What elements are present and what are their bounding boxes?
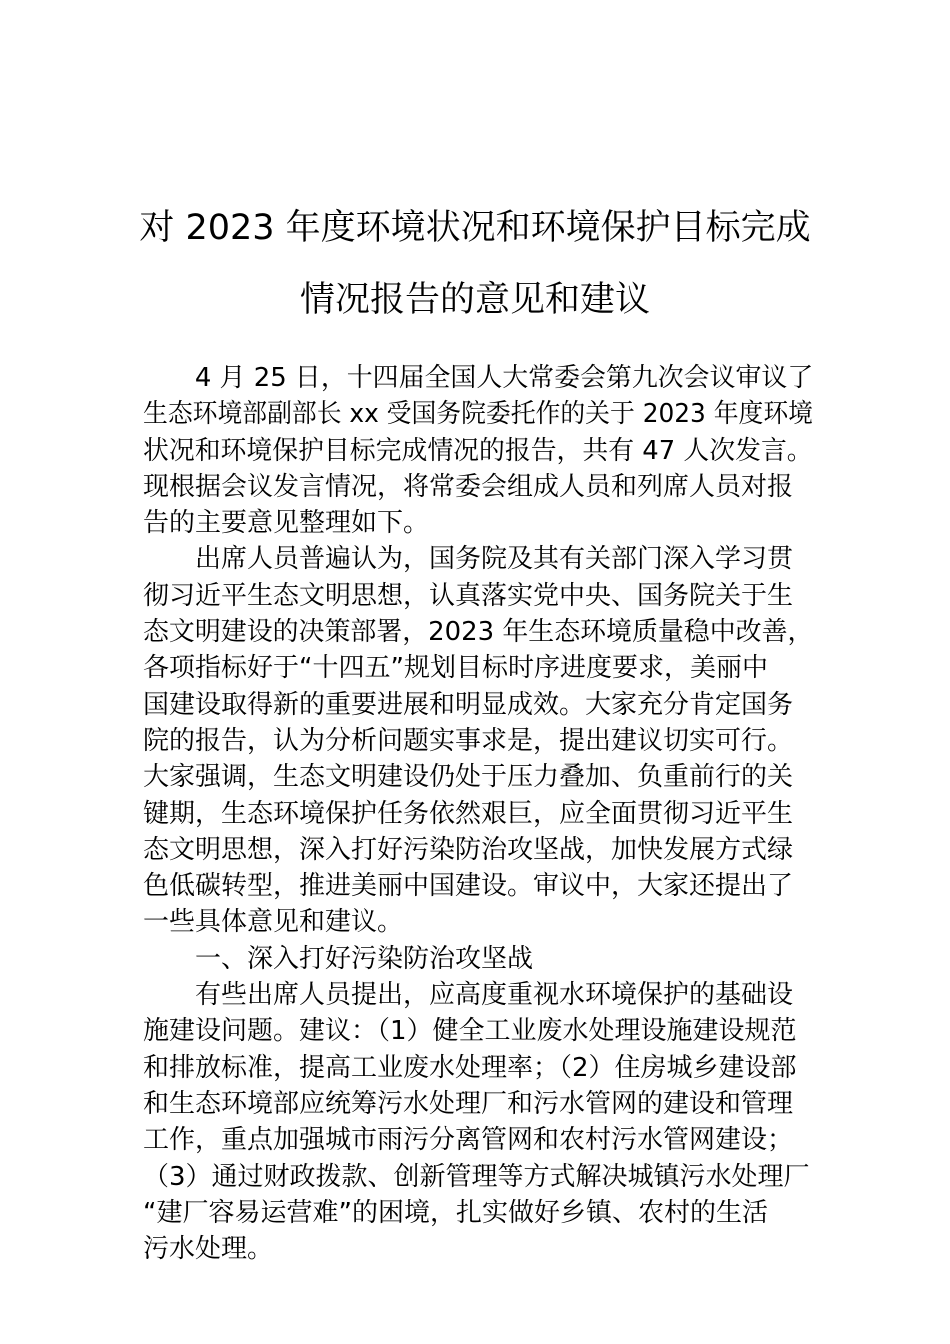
body-line: 一、深入打好污染防治攻坚战 — [195, 943, 534, 974]
body-line: 生态环境部副部长 xx 受国务院委托作的关于 2023 年度环境 — [143, 399, 814, 430]
body-line: 键期，生态环境保护任务依然艰巨，应全面贯彻习近平生 — [143, 798, 794, 829]
body-line: 工作，重点加强城市雨污分离管网和农村污水管网建设； — [143, 1125, 794, 1156]
body-line: 色低碳转型，推进美丽中国建设。审议中，大家还提出了 — [143, 871, 794, 902]
body-line: 和生态环境部应统筹污水处理厂和污水管网的建设和管理 — [143, 1088, 794, 1119]
body-line: 彻习近平生态文明思想，认真落实党中央、国务院关于生 — [143, 580, 794, 611]
title-line: 情况报告的意见和建议 — [299, 280, 650, 320]
body-line: 现根据会议发言情况，将常委会组成人员和列席人员对报 — [143, 471, 794, 502]
body-line: 出席人员普遍认为，国务院及其有关部门深入学习贯 — [195, 544, 794, 575]
body-line: 态文明建设的决策部署，2023 年生态环境质量稳中改善， — [143, 617, 814, 648]
body-line: 大家强调，生态文明建设仍处于压力叠加、负重前行的关 — [143, 762, 794, 793]
document-title — [110, 192, 840, 336]
body-line: 各项指标好于“十四五”规划目标时序进度要求，美丽中 — [143, 653, 768, 684]
body-line: 一些具体意见和建议。 — [143, 907, 404, 938]
body-line: “建厂容易运营难”的困境，扎实做好乡镇、农村的生活 — [143, 1197, 768, 1228]
body-line: 院的报告，认为分析问题实事求是，提出建议切实可行。 — [143, 725, 794, 756]
body-line: 污水处理。 — [143, 1234, 274, 1265]
body-line: 和排放标准，提高工业废水处理率；（2）住房城乡建设部 — [143, 1052, 797, 1083]
body-line: 有些出席人员提出，应高度重视水环境保护的基础设 — [195, 980, 794, 1011]
body-line: 国建设取得新的重要进展和明显成效。大家充分肯定国务 — [143, 689, 794, 720]
body-line: 态文明思想，深入打好污染防治攻坚战，加快发展方式绿 — [143, 834, 794, 865]
body-line: 告的主要意见整理如下。 — [143, 508, 430, 539]
body-line: 施建设问题。建议：（1）健全工业废水处理设施建设规范 — [143, 1016, 797, 1047]
title-line: 对 2023 年度环境状况和环境保护目标完成 — [139, 208, 811, 248]
body-line: （3）通过财政拨款、创新管理等方式解决城镇污水处理厂 — [143, 1161, 810, 1192]
body-line: 状况和环境保护目标完成情况的报告，共有 47 人次发言。 — [143, 435, 813, 466]
document-body — [143, 360, 813, 1267]
body-line: 4 月 25 日，十四届全国人大常委会第九次会议审议了 — [194, 363, 814, 393]
